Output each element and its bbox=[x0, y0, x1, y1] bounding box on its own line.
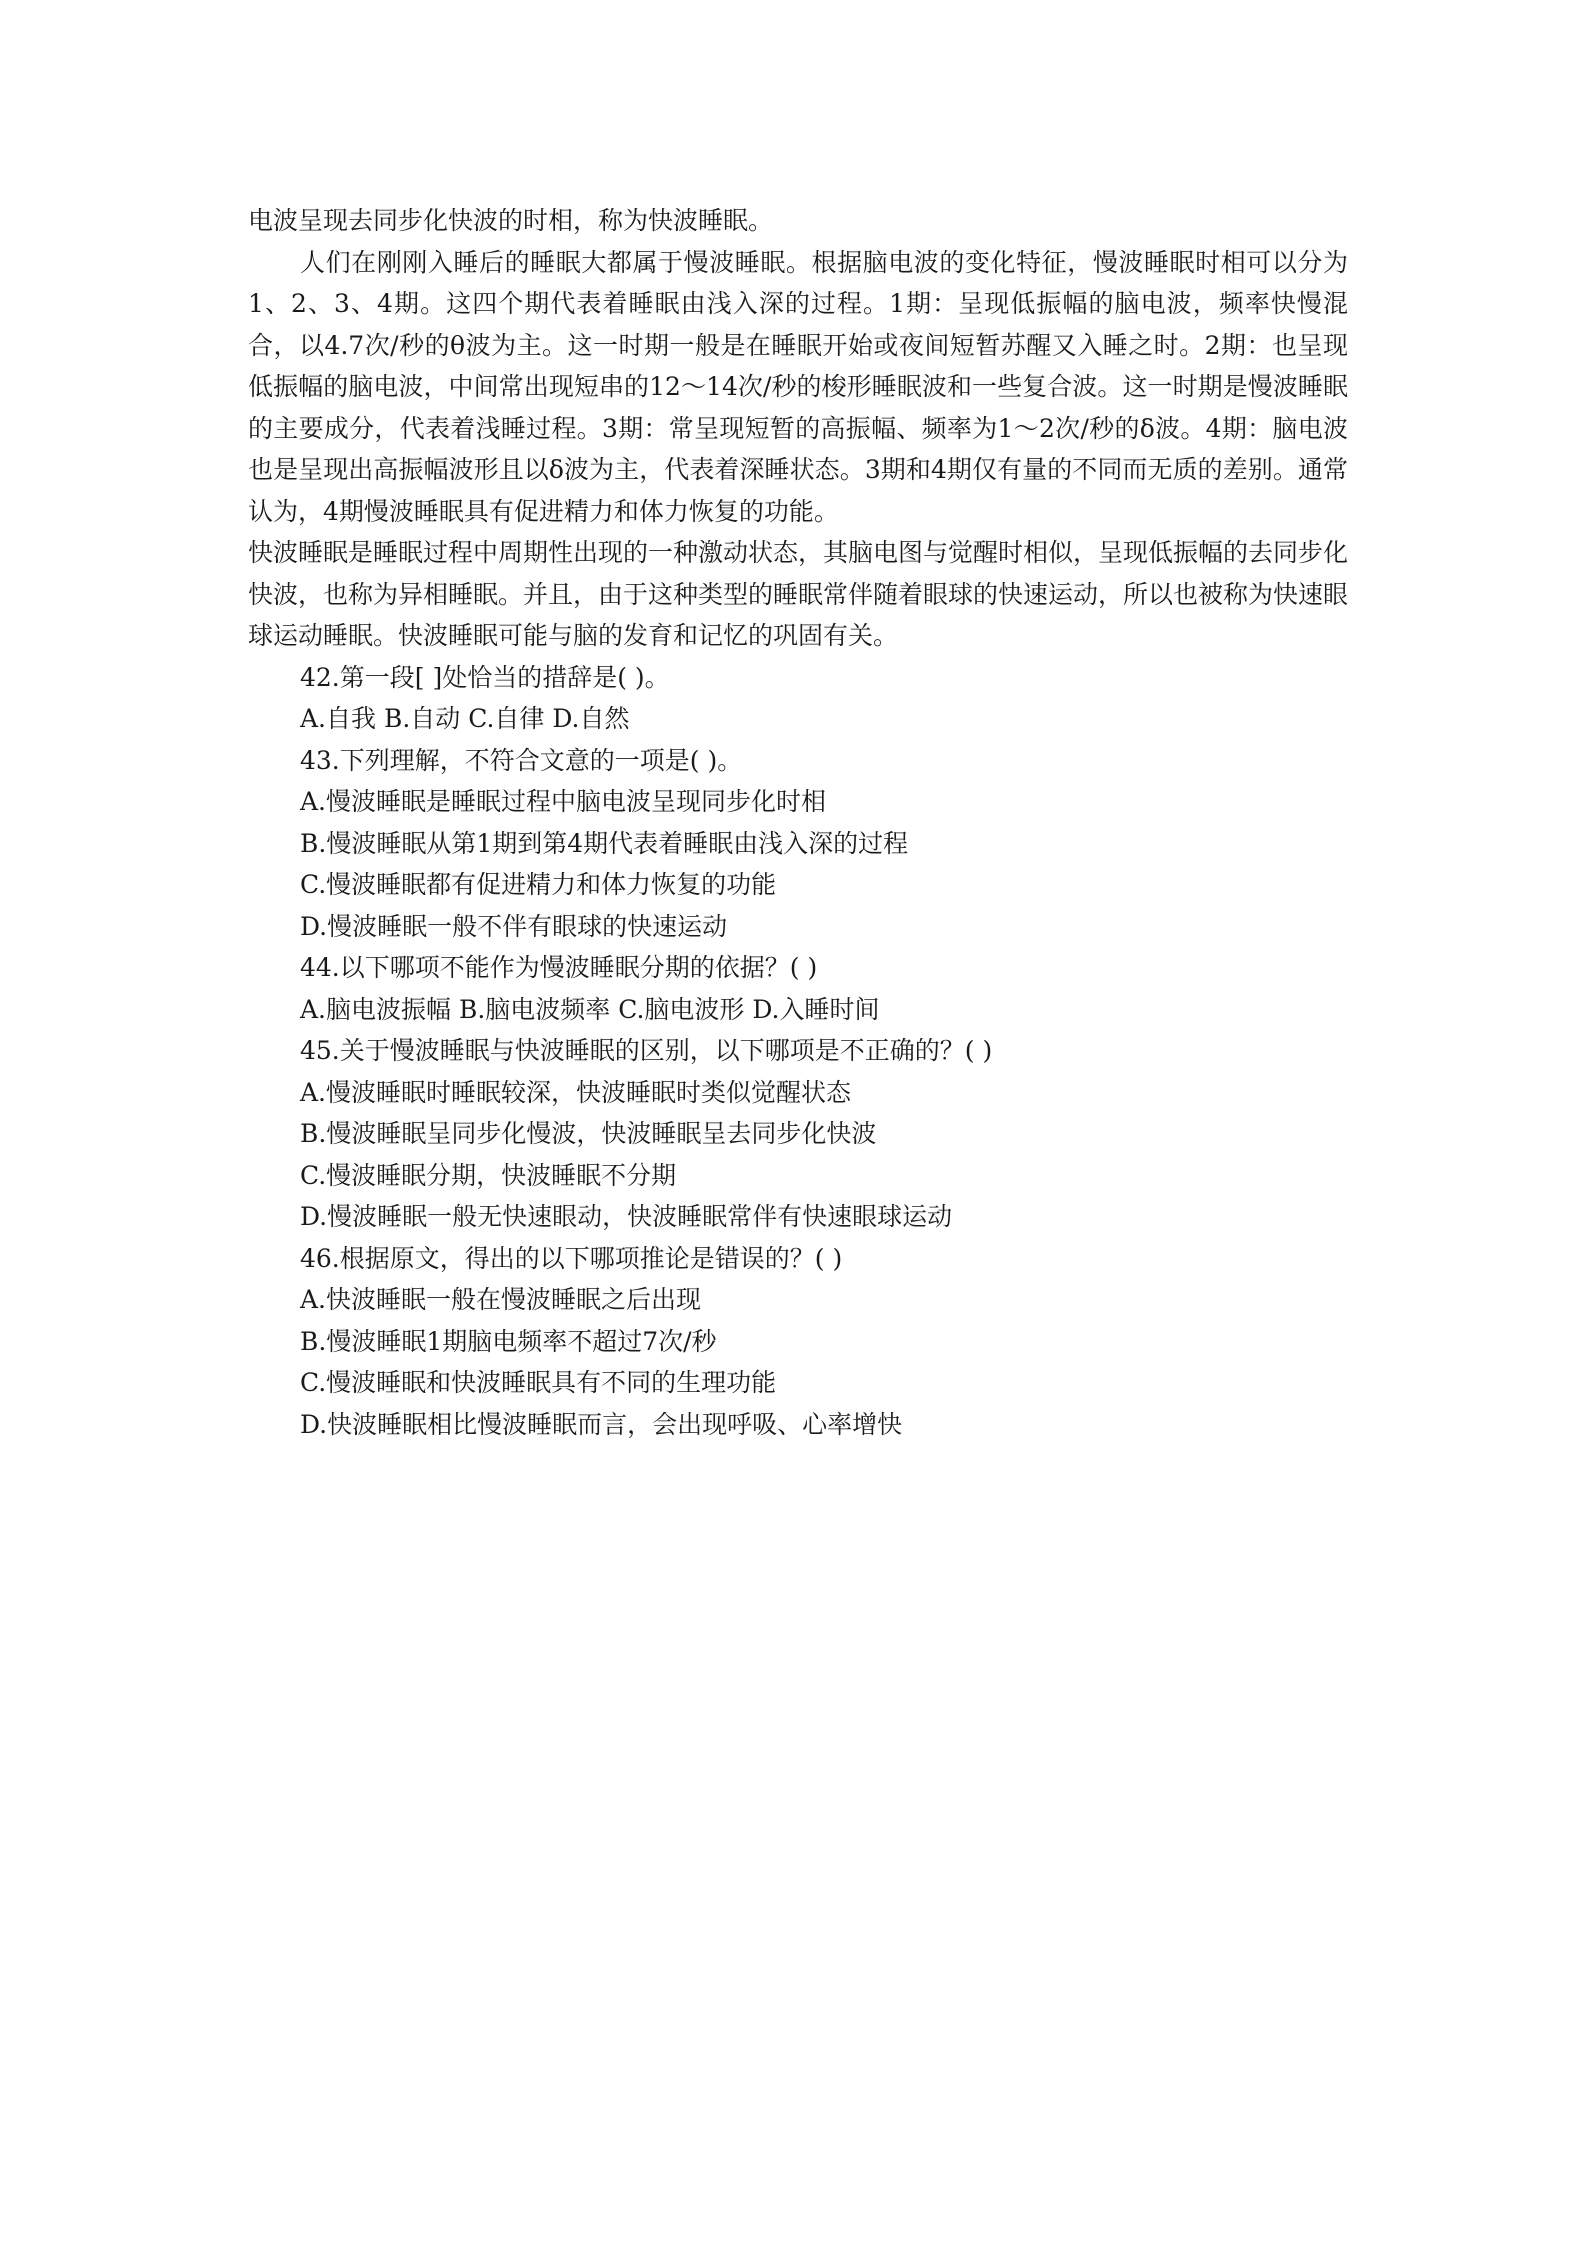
option-c: C.慢波睡眠分期，快波睡眠不分期 bbox=[300, 1160, 677, 1190]
question-options: A.自我 B.自动 C.自律 D.自然 bbox=[300, 704, 630, 733]
question-42 bbox=[248, 657, 1348, 740]
option-d: D.慢波睡眠一般不伴有眼球的快速运动 bbox=[300, 911, 728, 941]
option-a: A.快波睡眠一般在慢波睡眠之后出现 bbox=[300, 1285, 702, 1314]
option-c: C.慢波睡眠都有促进精力和体力恢复的功能 bbox=[300, 870, 777, 899]
question-stem: 43.下列理解，不符合文意的一项是( )。 bbox=[300, 745, 743, 775]
option-b: B.慢波睡眠呈同步化慢波，快波睡眠呈去同步化快波 bbox=[300, 1119, 877, 1148]
option-b: B.慢波睡眠从第1期到第4期代表着睡眠由浅入深的过程 bbox=[300, 828, 909, 858]
question-46 bbox=[248, 1238, 1348, 1446]
question-45 bbox=[248, 1030, 1348, 1238]
question-options: A.脑电波振幅 B.脑电波频率 C.脑电波形 D.入睡时间 bbox=[300, 994, 880, 1024]
question-stem: 44.以下哪项不能作为慢波睡眠分期的依据？( ) bbox=[300, 953, 818, 982]
question-stem: 45.关于慢波睡眠与快波睡眠的区别，以下哪项是不正确的？( ) bbox=[300, 1036, 993, 1065]
option-d: D.慢波睡眠一般无快速眼动，快波睡眠常伴有快速眼球运动 bbox=[300, 1202, 953, 1231]
option-a: A.慢波睡眠是睡眠过程中脑电波呈现同步化时相 bbox=[300, 787, 827, 816]
passage-paragraph-3: 快波睡眠是睡眠过程中周期性出现的一种激动状态，其脑电图与觉醒时相似，呈现低振幅的去同步化快波，也称为异相睡眠。并且，由于这种类型的睡眠常伴随着眼球的快速运动，所以也被称为快速眼球运动睡眠。快波睡眠可能与脑的发育和记忆的巩固有关。 bbox=[248, 538, 1349, 650]
document-page bbox=[248, 200, 1348, 1445]
passage-paragraph-2: 人们在刚刚入睡后的睡眠大都属于慢波睡眠。根据脑电波的变化特征，慢波睡眠时相可以分为1、2、3、4期。这四个期代表着睡眠由浅入深的过程。1期：呈现低振幅的脑电波，频率快慢混合，以4.7次/秒的θ波为主。这一时期一般是在睡眠开始或夜间短暂苏醒又入睡之时。2期：也呈现低振幅的脑电波，中间常出现短串的12～14次/秒的梭形睡眠波和一些复合波。这一时期是慢波睡眠的主要成分，代表着浅睡过程。3期：常呈现短暂的高振幅、频率为1～2次/秒的δ波。4期：脑电波也是呈现出高振幅波形且以δ波为主，代表着深睡状态。3期和4期仅有量的不同而无质的差别。通常认为，4期慢波睡眠具有促进精力和体力恢复的功能。 bbox=[248, 247, 1348, 526]
question-stem: 42.第一段[ ]处恰当的措辞是( )。 bbox=[300, 662, 670, 692]
option-d: D.快波睡眠相比慢波睡眠而言，会出现呼吸、心率增快 bbox=[300, 1409, 903, 1439]
option-a: A.慢波睡眠时睡眠较深，快波睡眠时类似觉醒状态 bbox=[300, 1077, 852, 1107]
question-44 bbox=[248, 947, 1348, 1030]
option-c: C.慢波睡眠和快波睡眠具有不同的生理功能 bbox=[300, 1368, 777, 1397]
question-stem: 46.根据原文，得出的以下哪项推论是错误的？( ) bbox=[300, 1243, 843, 1273]
question-43 bbox=[248, 740, 1348, 948]
passage-paragraph-1: 电波呈现去同步化快波的时相，称为快波睡眠。 bbox=[248, 206, 774, 235]
option-b: B.慢波睡眠1期脑电频率不超过7次/秒 bbox=[300, 1326, 717, 1356]
